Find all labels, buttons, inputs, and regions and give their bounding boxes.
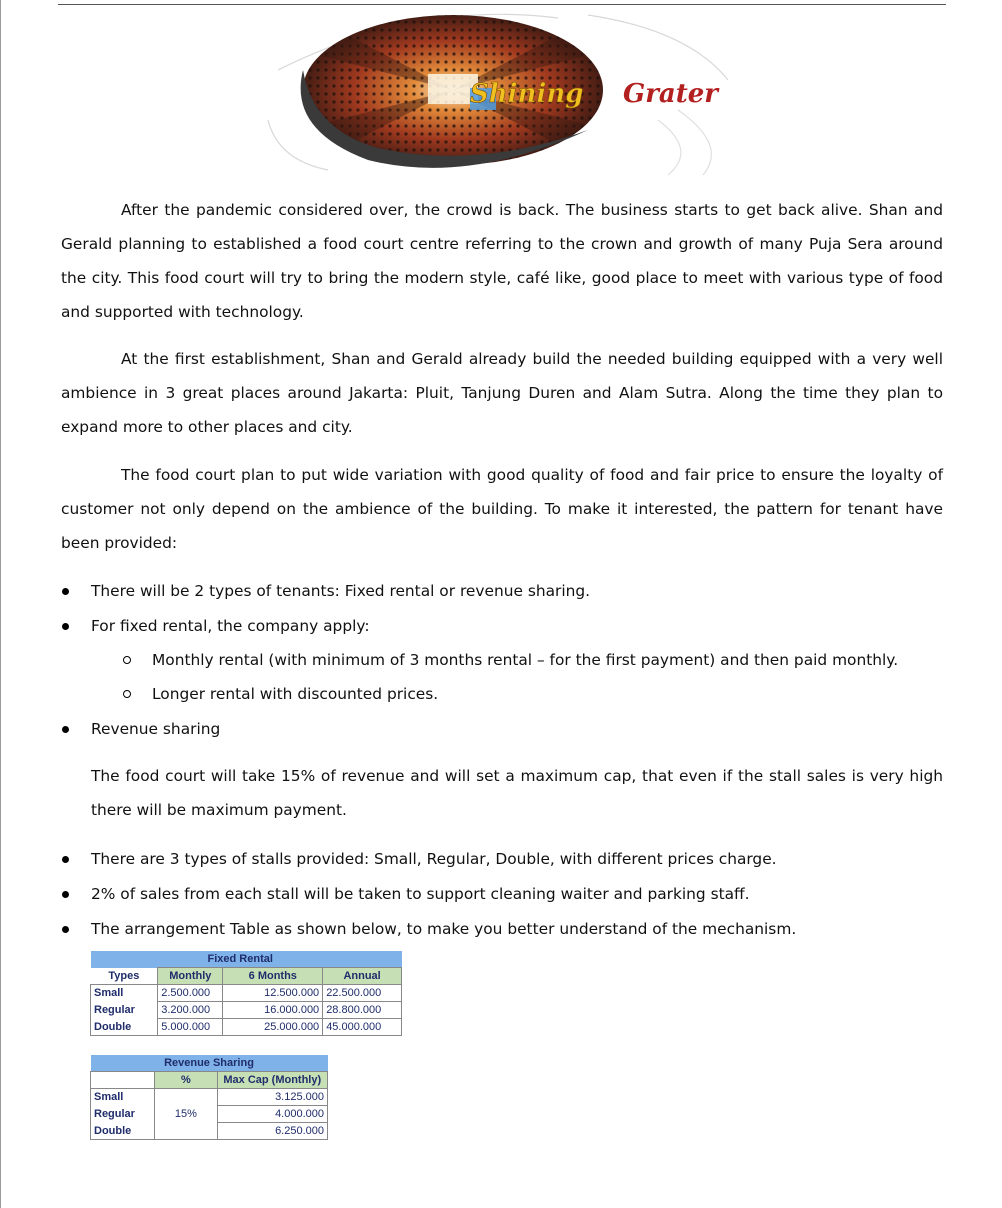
bullet-fixed-rental: For fixed rental, the company apply: — [91, 617, 370, 635]
table-row: Double 5.000.000 25.000.000 45.000.000 — [91, 1019, 402, 1036]
fixed-rental-table — [90, 951, 402, 1036]
bullet-arrangement-table: The arrangement Table as shown below, to make you better understand of the mechanism. — [91, 920, 797, 938]
table-row: Double 6.250.000 — [91, 1123, 328, 1140]
bullet-dot — [62, 856, 69, 863]
sub-bullet-circle — [123, 690, 131, 698]
logo-text-shining: Shining — [470, 79, 584, 109]
company-logo — [258, 10, 748, 178]
page-left-border — [0, 0, 1, 1208]
bullet-revenue-sharing: Revenue sharing — [91, 720, 221, 738]
bullet-staff-support: 2% of sales from each stall will be taken to support cleaning waiter and parking staff. — [91, 885, 750, 903]
table-row: Small 15% 3.125.000 — [91, 1089, 328, 1106]
table-header: Types — [108, 969, 140, 982]
revenue-sharing-description: The food court will take 15% of revenue and will set a maximum cap, that even if the stall sales is very high there will be maximum payment. — [91, 767, 943, 819]
bullet-dot — [62, 926, 69, 933]
table-header — [91, 1072, 155, 1089]
table-header: % — [155, 1072, 217, 1089]
sub-bullet-monthly-rental: Monthly rental (with minimum of 3 months rental – for the first payment) and then paid monthly. — [152, 651, 899, 669]
bullet-dot — [62, 726, 69, 733]
table-row: Small 2.500.000 12.500.000 22.500.000 — [91, 985, 402, 1002]
bullet-dot — [62, 588, 69, 595]
table-row: Regular 3.200.000 16.000.000 28.800.000 — [91, 1002, 402, 1019]
bullet-tenant-types: There will be 2 types of tenants: Fixed rental or revenue sharing. — [91, 582, 591, 600]
table-row: Regular 4.000.000 — [91, 1106, 328, 1123]
header-rule — [58, 4, 946, 5]
bullet-dot — [62, 623, 69, 630]
fixed-rental-title: Fixed Rental — [158, 951, 323, 968]
bullet-stall-types: There are 3 types of stalls provided: Small, Regular, Double, with different prices charge. — [91, 850, 777, 868]
table-header: 6 Months — [223, 968, 323, 985]
sub-bullet-longer-rental: Longer rental with discounted prices. — [152, 685, 439, 703]
establishment-paragraph: At the first establishment, Shan and Gerald already build the needed building equipped with a very well ambience in 3 great places around Jakarta: Pluit, Tanjung Duren and Alam Sutra. Along the time they plan to expand more to other places and city. — [61, 350, 943, 436]
revenue-sharing-table — [90, 1055, 328, 1140]
revenue-sharing-title: Revenue Sharing — [91, 1055, 328, 1072]
revenue-rate: 15% — [155, 1089, 217, 1140]
sub-bullet-circle — [123, 656, 131, 664]
table-header: Annual — [323, 968, 402, 985]
table-header: Max Cap (Monthly) — [217, 1072, 327, 1089]
tenant-pattern-paragraph: The food court plan to put wide variation with good quality of food and fair price to ensure the loyalty of customer not only depend on the ambience of the building. To make it interested, the pattern for tenant have been provided: — [61, 466, 943, 552]
table-header: Monthly — [158, 968, 223, 985]
bullet-dot — [62, 891, 69, 898]
intro-paragraph: After the pandemic considered over, the crowd is back. The business starts to get back alive. Shan and Gerald planning to established a food court centre referring to the crown and growth of many Puja Sera around the city. This food court will try to bring the modern style, café like, good place to meet with various type of food and supported with technology. — [61, 201, 943, 321]
logo-text-grater: Grater — [623, 79, 718, 109]
